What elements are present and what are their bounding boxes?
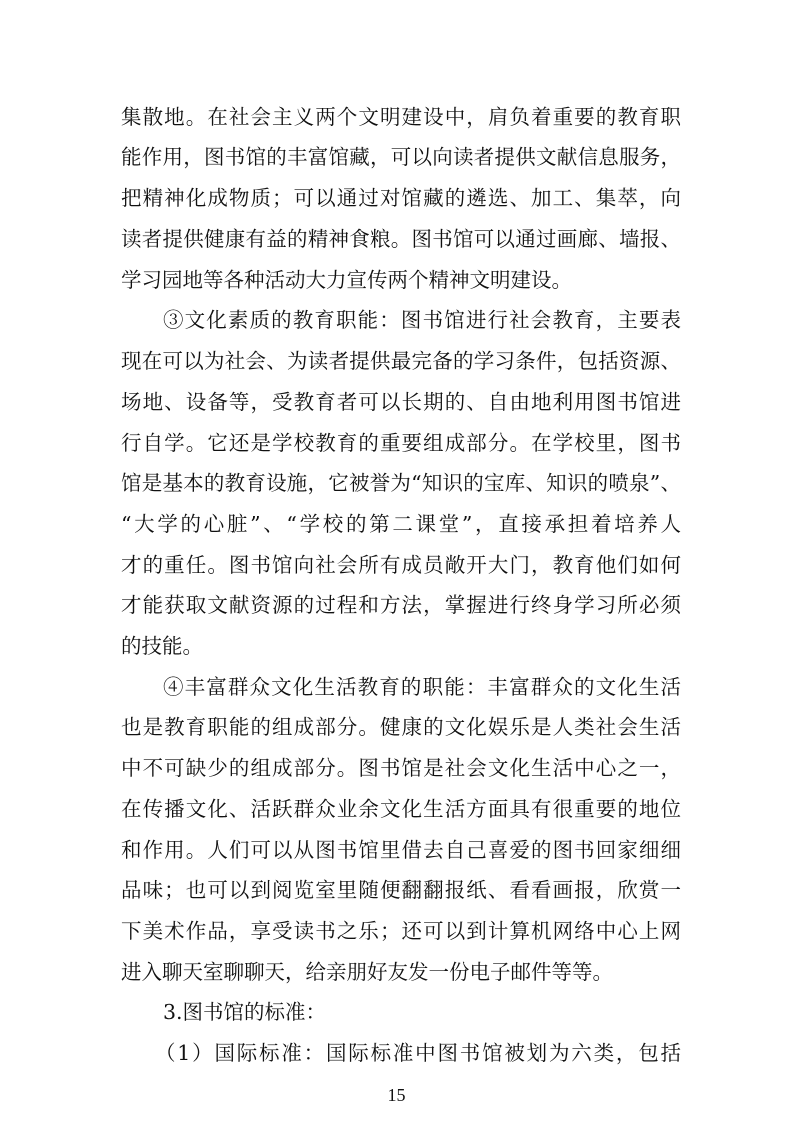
text-line: 在传播文化、活跃群众业余文化生活方面具有很重要的地位 <box>121 797 681 821</box>
text-line: 现在可以为社会、为读者提供最完备的学习条件，包括资源、 <box>121 349 681 373</box>
text-line: “大学的心脏”、“学校的第二课堂”，直接承担着培养人 <box>121 512 681 536</box>
text-line: 的技能。 <box>121 634 203 658</box>
text-line: 和作用。人们可以从图书馆里借去自己喜爱的图书回家细细 <box>121 838 681 862</box>
text-line: 学习园地等各种活动大力宣传两个精神文明建设。 <box>121 268 572 292</box>
text-line: 才的重任。图书馆向社会所有成员敞开大门，教育他们如何 <box>121 553 681 577</box>
text-line: 馆是基本的教育设施，它被誉为“知识的宝库、知识的喷泉”、 <box>121 471 681 495</box>
paragraph-start-line: ④丰富群众文化生活教育的职能：丰富群众的文化生活 <box>163 675 681 699</box>
text-line: 能作用，图书馆的丰富馆藏，可以向读者提供文献信息服务， <box>121 145 681 169</box>
text-line: 也是教育职能的组成部分。健康的文化娱乐是人类社会生活 <box>121 715 681 739</box>
text-line: 品味；也可以到阅览室里随便翻翻报纸、看看画报，欣赏一 <box>121 878 681 902</box>
paragraph-start-line: （1）国际标准：国际标准中图书馆被划为六类，包括 <box>155 1041 681 1065</box>
text-line: 集散地。在社会主义两个文明建设中，肩负着重要的教育职 <box>121 105 681 129</box>
text-line: 读者提供健康有益的精神食粮。图书馆可以通过画廊、墙报、 <box>121 227 681 251</box>
text-line: 行自学。它还是学校教育的重要组成部分。在学校里，图书 <box>121 431 681 455</box>
text-line: 下美术作品，享受读书之乐；还可以到计算机网络中心上网 <box>121 919 681 943</box>
text-line: 中不可缺少的组成部分。图书馆是社会文化生活中心之一， <box>121 756 681 780</box>
section-heading: 3.图书馆的标准： <box>163 1000 327 1024</box>
page-number: 15 <box>387 1085 406 1105</box>
text-line: 才能获取文献资源的过程和方法，掌握进行终身学习所必须 <box>121 593 681 617</box>
paragraph-start-line: ③文化素质的教育职能：图书馆进行社会教育，主要表 <box>163 308 681 332</box>
text-line: 场地、设备等，受教育者可以长期的、自由地利用图书馆进 <box>121 390 681 414</box>
text-line: 进入聊天室聊聊天，给亲朋好友发一份电子邮件等等。 <box>121 960 613 984</box>
text-line: 把精神化成物质；可以通过对馆藏的遴选、加工、集萃，向 <box>121 186 681 210</box>
